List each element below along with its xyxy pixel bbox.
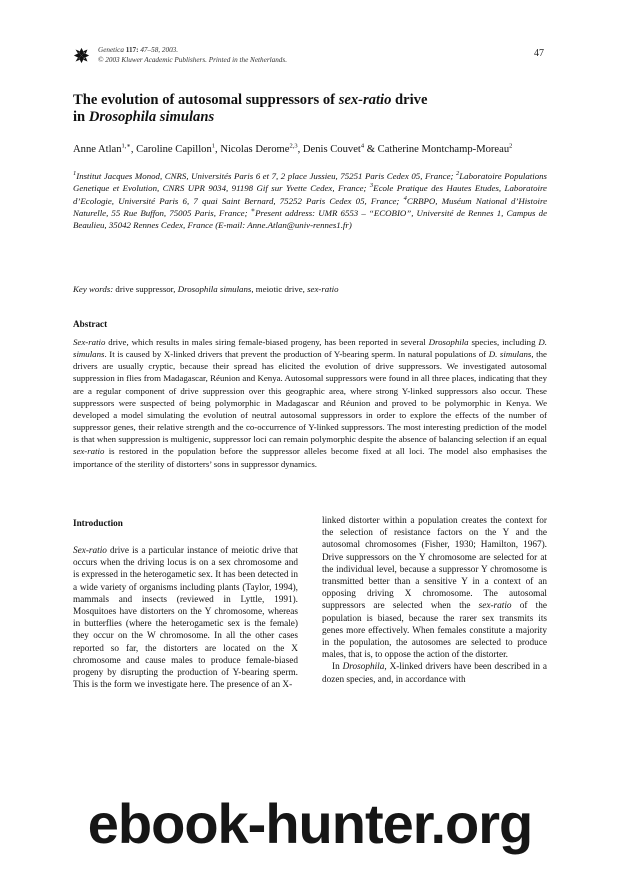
- abstract-text: is restored in the population before the suppressor alleles become fixed at all loci. The model also emphasises the importance of the sterility of distorters’ sons in suppressor dynamics.: [73, 446, 547, 469]
- affiliations: [73, 170, 547, 231]
- intro-text: of the population is biased, because the rarer sex transmits its genes more effectively. When females constitute a majority in the population, the autosomes are selected to produce males, that is, to oppose the action of the distorter.: [322, 601, 547, 661]
- abstract-heading: Abstract: [73, 319, 108, 329]
- affiliation-mark: 4: [403, 194, 407, 202]
- keyword-sex-ratio: sex-ratio: [307, 284, 339, 294]
- copyright-line: © 2003 Kluwer Academic Publishers. Printed in the Netherlands.: [98, 56, 287, 64]
- affiliation-mark: 1: [73, 170, 77, 178]
- author-affiliation-mark: 2: [509, 142, 513, 150]
- journal-citation: [98, 45, 287, 65]
- author-name: Nicolas Derome: [220, 144, 290, 155]
- title-line2-prefix: in: [73, 109, 89, 125]
- abstract-italic: D. simulans: [488, 349, 532, 360]
- intro-italic: Drosophila: [342, 662, 385, 673]
- author-separator: &: [364, 144, 378, 155]
- watermark-text: ebook-hunter.org: [87, 792, 533, 855]
- author-list: [73, 143, 547, 156]
- intro-paragraph: [322, 515, 547, 661]
- intro-italic: Sex-ratio: [73, 546, 107, 556]
- abstract-italic: Sex-ratio: [73, 337, 106, 347]
- title-text-end: drive: [391, 92, 428, 108]
- intro-text: linked distorter within a population creates the context for the selection of resistance factors on the Y and the autosomal chromosomes (Fisher, 1930; Hamilton, 1967). Drive suppressors on the Y chromosome are selected for at the individual level, because a suppressor Y chromosome is transmitted better than a sensitive Y in a context of an opposing driving X chromosome. The autosomal suppressors are selected when the: [322, 516, 547, 612]
- affiliation-mark: 3: [369, 182, 374, 190]
- abstract-body: [73, 336, 547, 470]
- author-separator: ,: [130, 144, 137, 155]
- affiliation-text: Ecole Pratique des Hautes Etudes, Laboratoire d’Ecologie, Université Paris 6, 7 quai Saint Bernard, 75252 Paris Cedex 05, France;: [73, 183, 547, 206]
- abstract-italic: D. simulans: [73, 337, 547, 360]
- keyword-species: Drosophila simulans: [177, 284, 252, 294]
- abstract-text: species, including: [468, 337, 539, 347]
- page-number: 47: [534, 48, 544, 59]
- author-name: Denis Couvet: [302, 144, 361, 155]
- intro-text: In: [332, 662, 343, 673]
- journal-name: Genetica: [98, 46, 124, 54]
- abstract-text: . It is caused by X-linked drivers that prevent the production of Y-bearing sperm. In natural populations of: [104, 349, 489, 360]
- author-affiliation-mark: 1: [211, 142, 216, 150]
- abstract-text: , the drivers are usually cryptic, because their spread has elicited the evolution of drive suppressors. We investigated autosomal suppression in flies from Madagascar, Réunion and Kenya. Autosomal suppressors were found in all three places, indicating that they are a regular component of drive suppression over this geographic area, where strong Y-linked suppressors also occur. These suppressors were suspected of being polymorphic in Madagascar and Réunion and proved to be polymorphic in Kenya. We developed a model simulating the evolution of neutral autosomal suppressors in order to explore the effects of the number of suppressor genes, their relative strength and the co-occurrence of Y-linked suppressors. The most interesting prediction of the model is that when suppression is multigenic, suppressor loci can remain polymorphic despite the absence of balancing selection if an equal: [73, 349, 547, 445]
- intro-text: , X-linked drivers have been described in a dozen species, and, in accordance with: [322, 662, 547, 685]
- author-affiliation-mark: 2,3: [289, 142, 298, 150]
- keywords-text: drive suppressor,: [113, 284, 178, 294]
- title-italic: sex-ratio: [338, 92, 392, 108]
- author-separator: ,: [215, 144, 221, 155]
- intro-paragraph: [322, 661, 547, 685]
- affiliation-mark: 2: [456, 170, 460, 178]
- intro-column-right: [322, 515, 547, 686]
- abstract-text: drive, which results in males siring female-biased progeny, has been reported in several: [105, 337, 429, 347]
- title-text: The evolution of autosomal suppressors of: [73, 92, 339, 108]
- intro-text: drive is a particular instance of meiotic drive that occurs when the driving locus is on a sex chromosome and is expressed in the heterogametic sex. It has been detected in a wide variety of organisms including plants (Taylor, 1994), mammals and insects (reviewed in Lyttle, 1991). Mosquitoes have distorters on the Y chromosome, whereas in butterflies (where the heterogametic sex is the female) they occur on the W chromosome. In all the other cases reported so far, the distorters are located on the X chromosome and cause males to produce female-biased progeny by disrupting the production of Y-bearing sperm. This is the form we investigate here. The presence of an X-: [73, 546, 298, 691]
- author-affiliation-mark: 1,∗: [121, 142, 131, 150]
- author-separator: ,: [297, 144, 303, 155]
- paper-title: [73, 92, 553, 126]
- author-name: Catherine Montchamp-Moreau: [377, 144, 510, 155]
- author-name: Caroline Capillon: [136, 144, 212, 155]
- intro-paragraph: [73, 545, 298, 691]
- intro-italic: sex-ratio: [478, 601, 512, 612]
- introduction-heading: Introduction: [73, 518, 123, 528]
- author-name: Anne Atlan: [73, 144, 122, 155]
- intro-column-left: [73, 545, 298, 691]
- affiliation-mark: ∗: [250, 206, 256, 214]
- keywords-label: Key words:: [73, 284, 114, 294]
- author-affiliation-mark: 4: [360, 142, 365, 150]
- journal-pages: 47–58, 2003.: [140, 46, 179, 54]
- affiliation-text: Institut Jacques Monod, CNRS, Universités Paris 6 et 7, 2 place Jussieu, 75251 Paris Cedex 05, France;: [76, 171, 457, 181]
- abstract-italic: Drosophila: [428, 337, 469, 347]
- title-species: Drosophila simulans: [88, 109, 215, 125]
- affiliation-text: Present address: UMR 6553 – “ECOBIO”, Université de Rennes 1, Campus de Beaulieu, 35042 Rennes Cedex, France (E-mail: Anne.Atlan@univ-rennes1.fr): [73, 207, 547, 231]
- journal-volume: 117:: [125, 46, 139, 54]
- keywords: [73, 283, 547, 295]
- affiliation-text: CRBPO, Muséum National d’Histoire Naturelle, 55 Rue Buffon, 75005 Paris, France;: [73, 195, 547, 218]
- keywords-text: , meiotic drive,: [251, 284, 308, 294]
- abstract-italic: sex-ratio: [73, 446, 105, 457]
- kluwer-logo-icon: [73, 47, 90, 64]
- affiliation-text: Laboratoire Populations Genetique et Evolution, CNRS UPR 9034, 91198 Gif sur Yvette Cedex, France;: [73, 171, 547, 194]
